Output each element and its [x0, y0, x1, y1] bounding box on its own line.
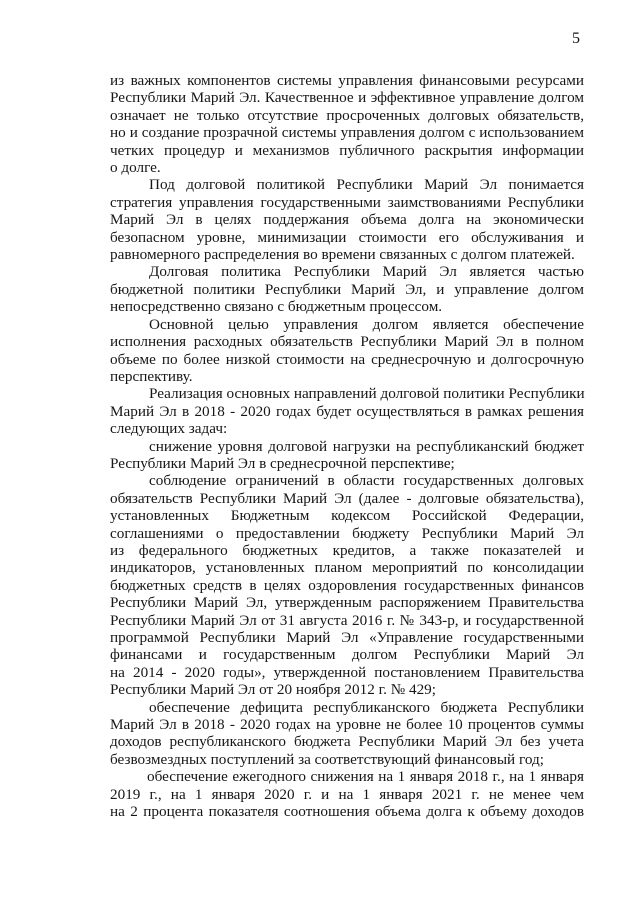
text-line: из важных компонентов системы управления финансовыми ресурсами [110, 72, 584, 89]
text-line: Марий Эл в 2018 - 2020 годах на уровне не более 10 процентов суммы [110, 716, 584, 734]
text-line: индикаторов, установленных планом мероприятий по консолидации [110, 559, 584, 577]
text-line: о долге. [110, 159, 161, 177]
text-line: безвозмездных поступлений за соответствующий финансовый год; [110, 750, 544, 768]
text-line: следующих задач: [110, 420, 228, 438]
text-line: обеспечение ежегодного снижения на 1 января 2018 г., на 1 января [147, 768, 584, 786]
text-line: исполнения расходных обязательств Республики Марий Эл в полном [110, 333, 584, 351]
text-line: обеспечение дефицита республиканского бюджета Республики [149, 698, 584, 716]
text-line: бюджетных средств в целях оздоровления государственных финансов [110, 576, 584, 594]
text-line: но и создание прозрачной системы управления долгом с использованием [110, 124, 584, 142]
text-line: Реализация основных направлений долговой политики Республики [149, 385, 585, 403]
text-line: программой Республики Марий Эл «Управление государственными [110, 629, 584, 646]
text-line: безопасном уровне, минимизации стоимости его обслуживания и [110, 228, 584, 246]
text-line: четких процедур и механизмов публичного раскрытия информации [110, 141, 584, 159]
text-line: объеме по более низкой стоимости на среднесрочную и долгосрочную [110, 350, 584, 368]
text-line: равномерного распределения во времени связанных с долгом платежей. [110, 246, 575, 264]
text-line: Республики Марий Эл. Качественное и эффективное управление долгом [110, 89, 584, 107]
document-body [110, 72, 584, 820]
text-line: бюджетной политики Республики Марий Эл, и управление долгом [110, 280, 584, 298]
text-line: доходов республиканского бюджета Республики Марий Эл без учета [110, 733, 584, 751]
text-line: стратегия управления государственными заимствованиями Республики [110, 193, 584, 211]
text-line: означает не только отсутствие просроченных долговых обязательств, [110, 106, 584, 124]
text-line: соблюдение ограничений в области государственных долговых [149, 472, 584, 490]
text-line: из федерального бюджетных кредитов, а также показателей и [110, 541, 584, 559]
page-number: 5 [572, 30, 580, 47]
text-line: Республики Марий Эл от 31 августа 2016 г. № 343-р, и государственной [110, 611, 584, 629]
text-line: Республики Марий Эл в среднесрочной перспективе; [110, 454, 455, 472]
text-line: Республики Марий Эл от 20 ноября 2012 г. № 429; [110, 681, 436, 699]
text-line: Основной целью управления долгом является обеспечение [149, 315, 584, 333]
text-line: 2019 г., на 1 января 2020 г. и на 1 января 2021 г. не менее чем [110, 785, 584, 803]
text-line: перспективу. [110, 367, 193, 385]
text-line: обязательств Республики Марий Эл (далее - долговые обязательства), [110, 489, 584, 507]
text-line: Под долговой политикой Республики Марий Эл понимается [149, 176, 584, 194]
text-line: соглашениями о предоставлении бюджету Республики Марий Эл [110, 524, 584, 542]
text-line: установленных Бюджетным кодексом Российской Федерации, [110, 507, 584, 525]
text-line: финансами и государственным долгом Республики Марий Эл [110, 646, 584, 664]
text-line: Долговая политика Республики Марий Эл является частью [149, 263, 584, 281]
text-line: снижение уровня долговой нагрузки на республиканский бюджет [149, 437, 584, 455]
text-line: на 2 процента показателя соотношения объема долга к объему доходов [110, 803, 584, 821]
text-line: Республики Марий Эл, утвержденным распоряжением Правительства [110, 594, 584, 612]
text-line: непосредственно связано с бюджетным процессом. [110, 298, 443, 316]
text-line: на 2014 - 2020 годы», утвержденной постановлением Правительства [110, 663, 584, 681]
text-line: Марий Эл в 2018 - 2020 годах будет осуществляться в рамках решения [110, 402, 584, 420]
text-line: Марий Эл в целях поддержания объема долга на экономически [110, 211, 584, 229]
